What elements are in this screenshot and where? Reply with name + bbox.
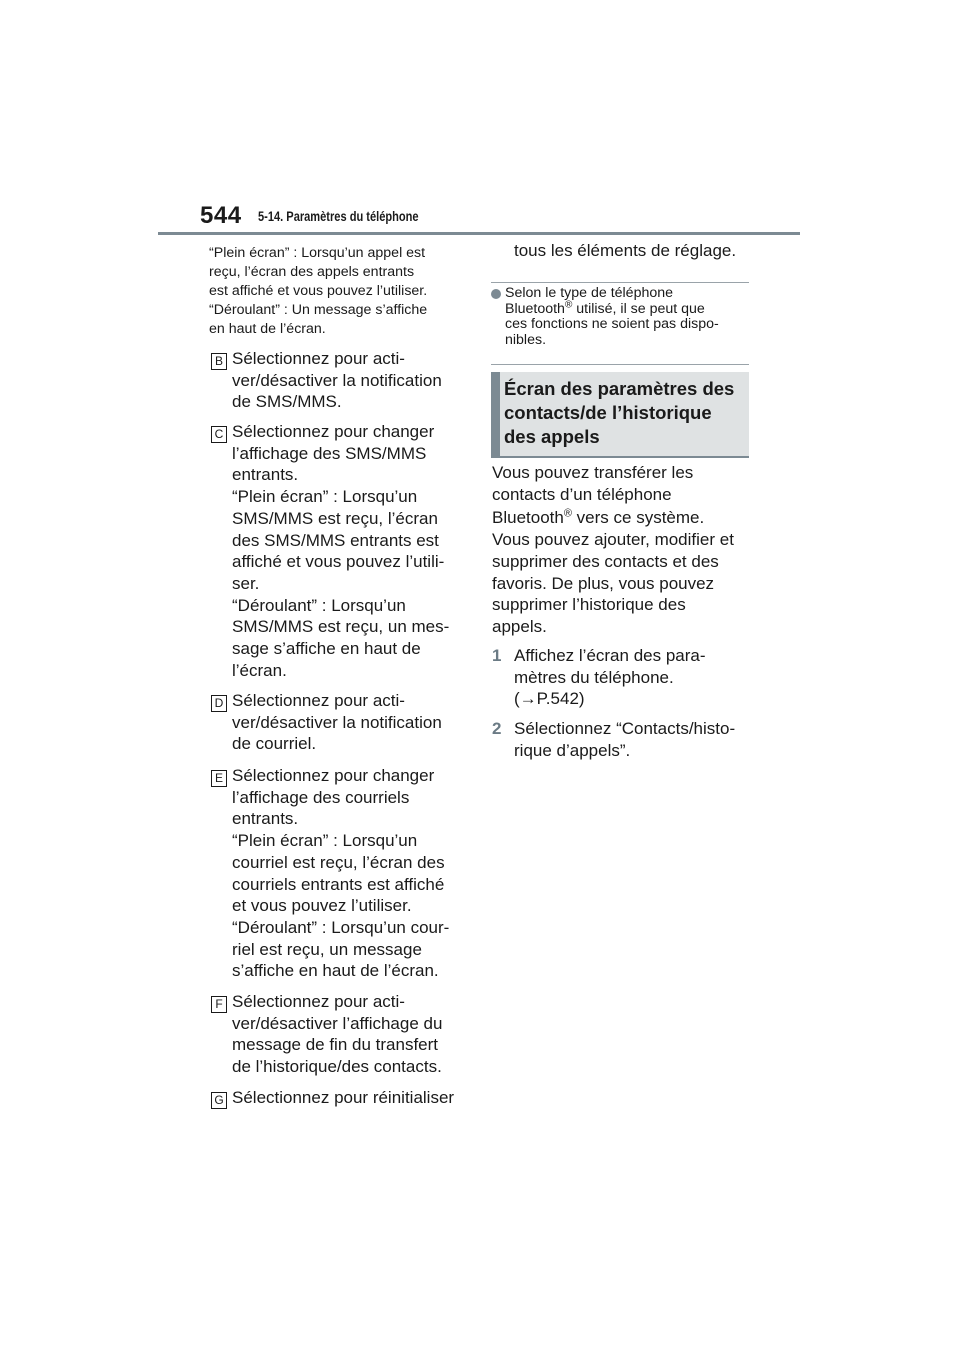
badge-d: D (211, 695, 227, 712)
item-line: l’écran. (232, 660, 287, 680)
step-1 (492, 645, 754, 710)
item-line: de SMS/MMS. (232, 392, 342, 412)
section-heading-accent (491, 372, 500, 456)
step-number: 2 (492, 719, 502, 738)
item-line: des SMS/MMS entrants est (232, 530, 439, 550)
item-line: ver/désactiver l’affichage du (232, 1013, 443, 1033)
page-number: 544 (200, 202, 242, 229)
item-line: ver/désactiver la notification (232, 370, 442, 390)
body-line: supprimer l’historique des (492, 595, 686, 615)
item-line: sage s’affiche en haut de (232, 639, 421, 659)
list-item-d (211, 690, 476, 755)
body-paragraph (492, 462, 752, 638)
item-line: affiché et vous pouvez l’utili- (232, 552, 445, 572)
body-line: favoris. De plus, vous pouvez (492, 573, 715, 593)
header-rule (158, 232, 800, 235)
item-line: ser. (232, 573, 260, 593)
item-line: de courriel. (232, 734, 317, 754)
item-line: ver/désactiver la notification (232, 712, 442, 732)
list-item-g (211, 1087, 476, 1109)
registered-mark: ® (564, 298, 573, 310)
registered-mark: ® (563, 507, 572, 520)
note-line: Selon le type de téléphone (505, 285, 674, 301)
item-line: l’affichage des courriels (232, 787, 410, 807)
badge-f: F (211, 996, 227, 1013)
badge-c: C (211, 426, 227, 443)
badge-g: G (211, 1092, 227, 1109)
note-rule-bottom (491, 364, 749, 365)
note-line: ces fonctions ne soient pas dispo- (505, 316, 719, 332)
heading-line: Écran des paramètres des (504, 378, 735, 399)
note-rule-top (491, 282, 749, 283)
body-line-rest: vers ce système. (571, 508, 705, 528)
item-line: de l’historique/des contacts. (232, 1057, 442, 1077)
note-line: nibles. (505, 331, 547, 348)
item-line: l’affichage des SMS/MMS (232, 443, 427, 463)
note-line-rest: utilisé, il se peut que (572, 300, 705, 317)
item-line: “Plein écran” : Lorsqu’un (232, 831, 418, 851)
item-line: Sélectionnez pour changer (232, 766, 435, 785)
item-line: s’affiche en haut de l’écran. (232, 961, 439, 981)
step-line: rique d’appels”. (514, 740, 631, 760)
item-line: Sélectionnez pour changer (232, 422, 435, 441)
intro-line: en haut de l’écran. (209, 321, 326, 337)
badge-b: B (211, 353, 227, 370)
item-line: “Déroulant” : Lorsqu’un cour- (232, 917, 450, 937)
info-note (505, 286, 751, 348)
badge-e: E (211, 770, 227, 787)
list-item-e (211, 765, 476, 982)
section-heading (504, 377, 748, 449)
item-line: SMS/MMS est reçu, l’écran (232, 508, 438, 528)
note-line (505, 298, 751, 318)
heading-line: contacts/de l’historique (504, 402, 712, 423)
item-line: “Plein écran” : Lorsqu’un (232, 487, 418, 507)
item-line: courriel est reçu, l’écran des (232, 852, 445, 872)
step-line: (→P.542) (514, 689, 585, 709)
intro-line: “Plein écran” : Lorsqu’un appel est (209, 245, 426, 261)
body-line: contacts d’un téléphone (492, 484, 672, 504)
item-line: et vous pouvez l’utiliser. (232, 896, 412, 916)
intro-line: est affiché et vous pouvez l’utiliser. (209, 283, 428, 299)
item-line: Sélectionnez pour réinitialiser (232, 1088, 455, 1107)
continued-text: tous les éléments de réglage. (514, 241, 737, 260)
body-line: appels. (492, 616, 547, 636)
item-line: courriels entrants est affiché (232, 874, 445, 894)
item-line: entrants. (232, 465, 299, 485)
intro-line: “Déroulant” : Un message s’affiche (209, 302, 428, 318)
bullet-icon (491, 289, 501, 299)
section-title: 5-14. Paramètres du téléphone (258, 209, 419, 224)
item-line: Sélectionnez pour acti- (232, 349, 405, 368)
intro-note (209, 244, 471, 339)
item-line: “Déroulant” : Lorsqu’un (232, 595, 406, 615)
body-brand: Bluetooth (492, 508, 564, 528)
step-line: Affichez l’écran des para- (514, 646, 706, 665)
item-line: Sélectionnez pour acti- (232, 992, 405, 1011)
body-line: supprimer des contacts et des (492, 551, 719, 571)
note-brand: Bluetooth (505, 300, 565, 317)
heading-line: des appels (504, 426, 600, 447)
item-line: entrants. (232, 809, 299, 829)
item-line: SMS/MMS est reçu, un mes- (232, 617, 450, 637)
item-line: message de fin du transfert (232, 1035, 439, 1055)
body-line (492, 507, 752, 529)
list-item-f (211, 991, 476, 1078)
list-item-b (211, 348, 476, 413)
step-2 (492, 718, 754, 761)
step-line: mètres du téléphone. (514, 667, 674, 687)
list-item-c (211, 421, 476, 681)
body-line: Vous pouvez ajouter, modifier et (492, 530, 734, 550)
item-line: riel est reçu, un message (232, 939, 422, 959)
item-line: Sélectionnez pour acti- (232, 691, 405, 710)
step-number: 1 (492, 646, 502, 665)
step-line: Sélectionnez “Contacts/histo- (514, 719, 736, 738)
body-line: Vous pouvez transférer les (492, 463, 694, 482)
intro-line: reçu, l’écran des appels entrants (209, 264, 415, 280)
